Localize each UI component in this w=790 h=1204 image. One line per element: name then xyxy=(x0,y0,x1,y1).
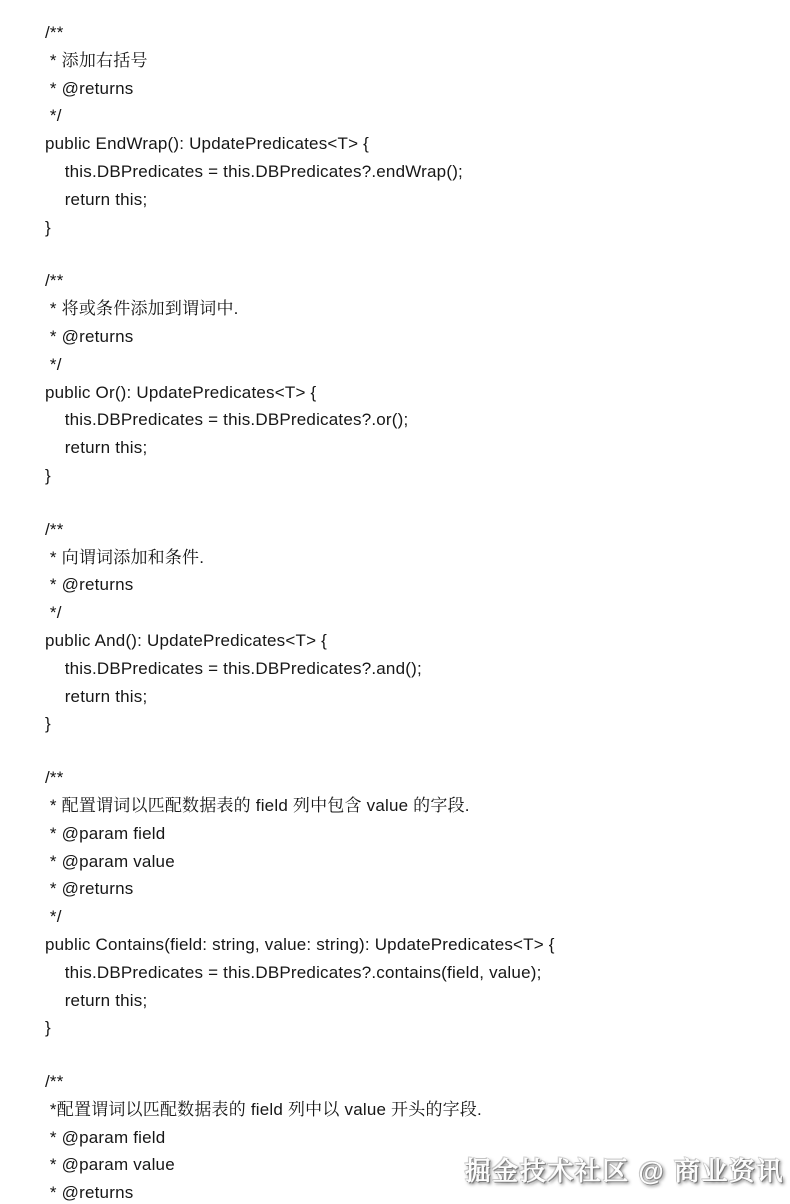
code-line: } xyxy=(45,1018,51,1038)
code-line: return this; xyxy=(45,686,148,706)
code-line: public EndWrap(): UpdatePredicates<T> { xyxy=(45,134,370,154)
code-line: public Contains(field: string, value: string): UpdatePredicates<T> { xyxy=(45,934,555,954)
code-line: /** xyxy=(45,1072,64,1092)
code-block-contains xyxy=(45,764,778,1042)
code-line: * 添加右括号 xyxy=(45,50,148,70)
code-line: * @param value xyxy=(45,851,175,871)
code-line: *配置谓词以匹配数据表的 field 列中以 value 开头的字段. xyxy=(45,1099,482,1119)
code-line: * @param value xyxy=(45,1155,175,1175)
code-line: * @returns xyxy=(45,78,134,98)
code-line: * @returns xyxy=(45,575,134,595)
code-line: */ xyxy=(45,907,62,927)
code-line: * 将或条件添加到谓词中. xyxy=(45,299,239,319)
code-line: * @returns xyxy=(45,1183,134,1203)
code-line: this.DBPredicates = this.DBPredicates?.endWrap(); xyxy=(45,161,463,181)
code-line: public And(): UpdatePredicates<T> { xyxy=(45,630,327,650)
code-line: return this; xyxy=(45,189,148,209)
watermark-text: 掘金技术社区 @ 商业资讯 xyxy=(464,1156,784,1186)
code-line: * @param field xyxy=(45,1127,166,1147)
code-line: } xyxy=(45,465,51,485)
code-line: } xyxy=(45,217,51,237)
code-line: * @returns xyxy=(45,879,134,899)
code-line: this.DBPredicates = this.DBPredicates?.or(); xyxy=(45,410,409,430)
code-line: * 向谓词添加和条件. xyxy=(45,547,205,567)
code-line: * 配置谓词以匹配数据表的 field 列中包含 value 的字段. xyxy=(45,795,470,815)
code-line: /** xyxy=(45,519,64,539)
code-block-or xyxy=(45,267,778,489)
code-block-endwrap xyxy=(45,19,778,241)
code-line: * @returns xyxy=(45,326,134,346)
code-line: */ xyxy=(45,603,62,623)
code-line: return this; xyxy=(45,990,148,1010)
code-line: */ xyxy=(45,106,62,126)
code-line: /** xyxy=(45,271,64,291)
code-line: * @param field xyxy=(45,823,166,843)
code-line: this.DBPredicates = this.DBPredicates?.contains(field, value); xyxy=(45,962,542,982)
code-line: } xyxy=(45,714,51,734)
code-line: /** xyxy=(45,768,64,788)
code-line: this.DBPredicates = this.DBPredicates?.and(); xyxy=(45,658,422,678)
code-line: return this; xyxy=(45,438,148,458)
code-line: /** xyxy=(45,23,64,42)
code-line: */ xyxy=(45,354,62,374)
code-block-and xyxy=(45,516,778,738)
code-line: public Or(): UpdatePredicates<T> { xyxy=(45,382,317,402)
